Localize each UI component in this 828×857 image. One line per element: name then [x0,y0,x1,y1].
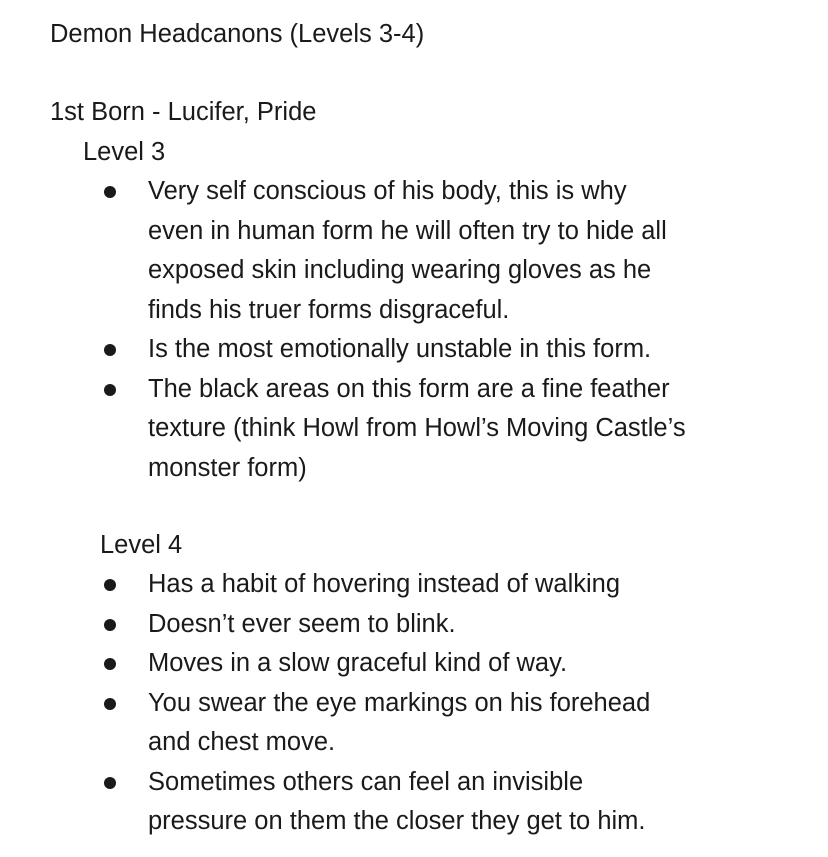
list-item [0,644,828,684]
bullet-icon [104,658,116,670]
bullet-icon [104,579,116,591]
bullet-icon [104,344,116,356]
level-3-label: Level 3 [83,138,166,166]
list-item-text-line: Sometimes others can feel an invisible [148,767,584,796]
list-item-text-line: Moves in a slow graceful kind of way. [148,649,568,677]
bullet-icon [104,384,116,396]
list-item-text-line: even in human form he will often try to hide all [148,216,667,245]
list-item [0,684,828,763]
level-4-label: Level 4 [100,531,183,559]
bullet-icon [104,619,116,631]
list-item-text-line: exposed skin including wearing gloves as he [148,256,652,284]
list-item-text-line: monster form) [148,453,307,482]
list-item-text-line: texture (think Howl from Howl’s Moving Castle’s [148,414,686,442]
list-item-text-line: Has a habit of hovering instead of walking [148,570,621,598]
list-item [0,565,828,605]
bullet-icon [104,186,116,198]
bullet-icon [104,698,116,710]
list-item-text-line: and chest move. [148,728,336,756]
bullet-icon [104,777,116,789]
level-4-bullet-list [0,565,828,842]
list-item-text-line: You swear the eye markings on his forehead [148,688,651,717]
document-title: Demon Headcanons (Levels 3-4) [50,20,425,48]
list-item-text-line: finds his truer forms disgraceful. [148,295,510,324]
list-item [0,330,828,370]
list-item-text-line: Doesn’t ever seem to blink. [148,609,456,638]
character-heading: 1st Born - Lucifer, Pride [50,98,317,126]
list-item [0,605,828,645]
list-item [0,370,828,489]
list-item [0,763,828,842]
list-item-text-line: Is the most emotionally unstable in this form. [148,335,652,363]
list-item [0,172,828,330]
list-item-text-line: Very self conscious of his body, this is why [148,177,627,205]
list-item-text-line: pressure on them the closer they get to him. [148,807,646,835]
list-item-text-line: The black areas on this form are a fine feather [148,374,670,403]
level-3-bullet-list [0,172,828,488]
